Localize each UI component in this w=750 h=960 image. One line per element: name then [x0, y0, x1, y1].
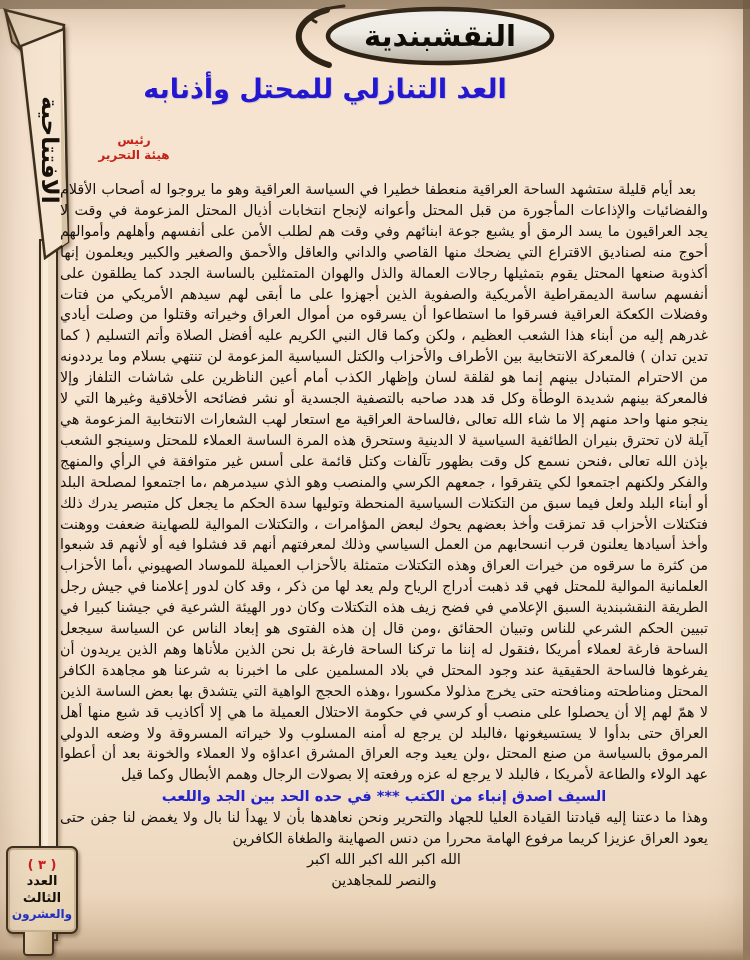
takbir-line: الله اكبر الله اكبر الله اكبر — [307, 852, 461, 869]
page-edge-right — [743, 0, 750, 960]
seal-title: النقشبندية — [364, 19, 516, 53]
sidebar-pole-highlight — [43, 242, 48, 938]
issue-word-3: والعشرون — [11, 906, 73, 921]
seal-swoosh-icon — [299, 10, 329, 65]
byline — [92, 133, 176, 163]
page-edge-bottom — [0, 948, 750, 960]
naqshbandia-seal — [282, 4, 572, 70]
byline-line-2: هيئة التحرير — [98, 148, 170, 162]
poetry-verse: السيف اصدق إنباء من الكتب *** في حده الحد بين الجد واللعب — [161, 788, 607, 806]
byline-line-1: رئيس — [117, 133, 151, 147]
article-column — [60, 180, 708, 892]
page-title: العد التنازلي للمحتل وأذنابه — [143, 74, 507, 105]
sidebar-pole — [40, 240, 57, 940]
issue-number: ( ٣ ) — [27, 858, 57, 874]
issue-word-2: الثالث — [22, 890, 62, 906]
victory-line: والنصر للمجاهدين — [331, 873, 437, 890]
issue-word-1: العدد — [26, 874, 58, 890]
issue-plaque-tab — [23, 932, 54, 956]
article-body: بعد أيام قليلة ستشهد الساحة العراقية منعطفا خطيرا في السياسة العراقية وهو ما يروجوا له أصحاب الأقلام والفضائيات والإذاعات المأجورة من قبل المحتل وأعوانه لإنجاح انتخابات أذيال المحتل المزعومة في وقت لا يجد العراقيون ما يسد الرمق أو يشبع جوعة ابنائهم وفي وقت هم لطلب الأمن على أنفسهم وأهلهم وأموالهم أحوج منه لصناديق الاقتراع التي يضحك منها القاصي والداني والعاقل والأحمق والصغير والكبير ويعلمون إنها أكذوبة صنعها المحتل يقوم بتمثيلها رجالات العمالة والذل والهوان المتمثلين بالساسة الجدد كما يطلقون على أنفسهم ساسة الديمقراطية الأمريكية والصفوية الذين أجهزوا على ما أبقى لهم سيدهم الأمريكي من فتات وفضلات الكعكة العراقية فسرقوا ما استطاعوا أن يسرقوه من أموال العراق وخيراته وقتلوا من وصلت أيادي غدرهم إليه من أبناء هذا الشعب العظيم ، ولكن وكما قال النبي الكريم عليه أفضل الصلاة وأتم التسليم ( كما تدين تدان ) فالمعركة الانتخابية بين الأطراف والأحزاب والكتل السياسية المزعومة لن تنتهي بسلام وما يرددونه من الاحترام المتبادل بينهم إنما هو لقلقة لسان وإظهار الكذب أمام أعين الناظرين على شاشات التلفاز وإلا فالمعركة بينهم شديدة الوطأة وكل قد هدد صاحبه بالتصفية الجسدية أو نشر فضائحه الأخلاقية وغيرها التي لا ينجو منها واحد منهم إلا ما شاء الله تعالى ،فالساحة العراقية مع استعار لهب الشعارات الانتخابية المزعومة هي آيلة لان تحترق بنيران الطائفية السياسية لا الدينية وستحرق هذه المرة الساسة العملاء للمحتل وسينجو الشعب بإذن الله تعالى ،فنحن نسمع كل وقت بظهور تآلفات وكتل قائمة على أسس غير متوافقة في الرأي والمنهج والفكر ولكنهم اجتمعوا لكي يتفرقوا ، جمعهم الكرسي والمنصب وهو الذي سيدمرهم ،ما اجتمعوا لمصلحة البلد أو أبناء البلد ولعل فيما سبق من التكتلات السياسية المنحطة وتوليها سدة الحكم ما يجعل كل متبصر يدرك ذلك فتكتلات الأحزاب قد تمزقت وأخذ بعضهم يحوك لبعض المؤامرات ، والتكتلات الموالية للصهاينة ضعفت ووهنت وأخذ أسيادها يعلنون قرب انسحابهم من العمل السياسي وذلك لمعرفتهم أنهم قد فشلوا فيه أو لأنهم قد شبعوا من كثرة ما سرقوه من خيرات العراق وهذه التكتلات متمثلة بالأحزاب العميلة للموساد الصهيوني ،أما الأحزاب العلمانية الموالية للمحتل فهي قد ذهبت أدراج الرياح ولم يعد لها من ذكر ، وقد كان لدور إعلامنا في جيش رجل الطريقة النقشبندية السبق الإعلامي في فضح زيف هذه التكتلات وكان دور الهيئة الشرعية في جيشنا كبيرا في تبيين الحكم الشرعي للناس وتبيان الحقائق ،ومن قال إن هذه الفتوى هو إبعاد الناس عن السياسة سيجعل الساحة فارغة لعملاء أمريكا ،فنقول له إننا ما تركنا الساحة فارغة بل نحن الذين ملأناها وهم الذين يريدون أن يفرغوها فالساحة الحقيقية عند وجود المحتل في بلاد المسلمين على ما اخبرنا به شرعنا هو مجاهدة الكافر المحتل ومناطحته ومنافحته حتى يخرج مذلولا مكسورا ،وهذه الحجج الواهية التي يتشدق بها بعض الساسة الذين لا همّ لهم إلا أن يحصلوا على منصب أو كرسي في حكومة الاحتلال العميلة ما هي إلا أكاذيب قد شبع منها أهل العراق حتى بدأوا لا يستسيغونها ،فالبلد لن يرجع له أمنه المسلوب ولا خيراته المسروقة ولا وضعه الدولي المرموق بالسياسة من صنع المحتل ،ولن يعيد وجه العراق المشرق اعداؤه ولا العملاء والخونة بعد أن أعطوا عهد الولاء والطاعة لأمريكا ، فالبلد لا يرجع له عزه ورفعته إلا بصولات الرجال وهمم الأبطال وكما قيل — [60, 182, 708, 784]
sidebar-section-label: الافتتاحية — [36, 96, 62, 204]
article-closing: وهذا ما دعتنا إليه قيادتنا القيادة العليا للجهاد والتحرير ونحن نعاهدها بأن لا يهدأ لنا بال ولا يغمض لنا جفن حتى يعود العراق عزيزا كريما مرفوع الهامة محررا من دنس الصهاينة والطغاة الكافرين — [60, 810, 708, 848]
